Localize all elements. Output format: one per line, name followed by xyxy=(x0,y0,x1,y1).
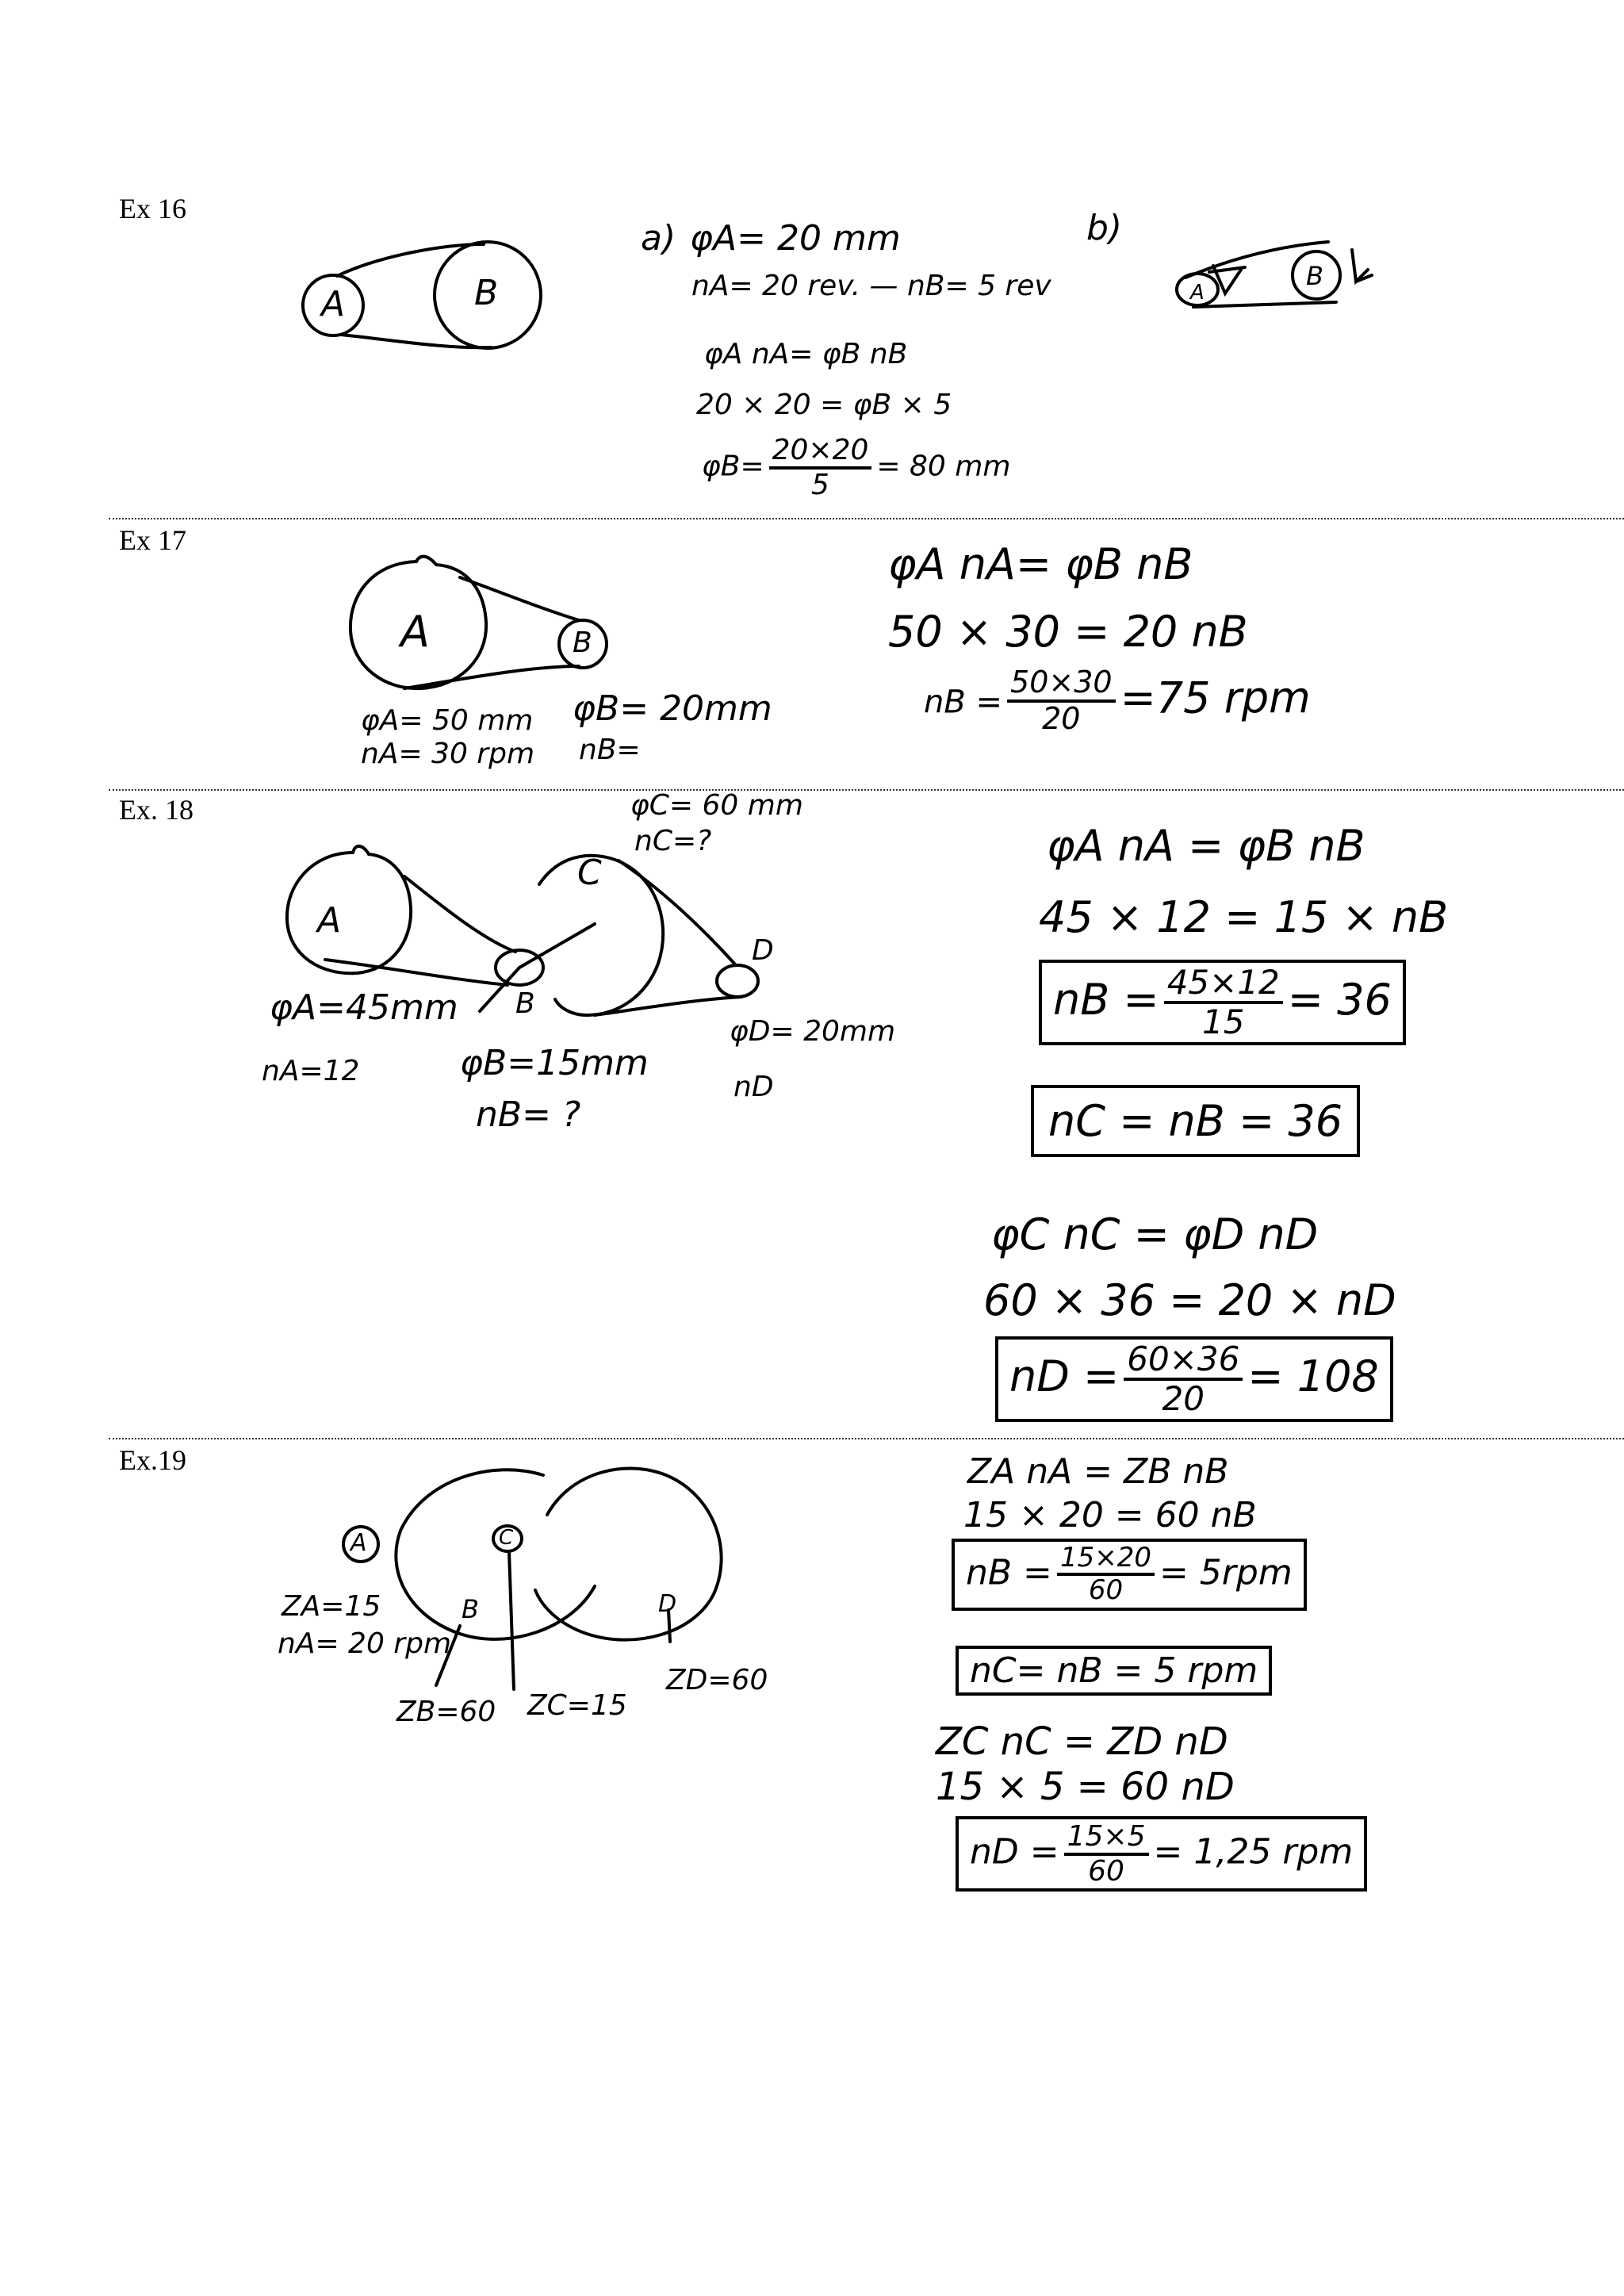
ex19-given-nA: nA= 20 rpm xyxy=(278,1627,452,1660)
ex18-pulley-d-label: D xyxy=(752,934,774,967)
ex16-given-phi: φA= 20 mm xyxy=(690,218,901,259)
separator-ex16-ex17 xyxy=(109,518,1624,519)
ex16-label: Ex 16 xyxy=(119,193,186,224)
ex19-eq6: 15 × 5 = 60 nD xyxy=(936,1765,1235,1809)
ex18-pulley-a-label: A xyxy=(317,900,342,941)
ex17-eq3-rhs: =75 rpm xyxy=(1120,673,1311,723)
ex19-gear-a-label: A xyxy=(350,1529,367,1557)
ex18-pulley-d-circle xyxy=(717,965,758,997)
ex18-eq3-rhs: = 36 xyxy=(1287,974,1392,1025)
ex16-part-a-label: a) xyxy=(641,218,676,259)
ex16-eq3-fraction xyxy=(769,435,872,500)
ex18-given-nD: nD xyxy=(733,1071,774,1103)
svg-text:A: A xyxy=(1190,281,1205,305)
ex17-eq2: 50 × 30 = 20 nB xyxy=(888,607,1248,657)
ex16-pulley-a-label: A xyxy=(321,284,346,324)
ex17-given-nA: nA= 30 rpm xyxy=(361,738,535,770)
ex19-eq3-lhs: nB = xyxy=(966,1552,1052,1593)
svg-text:B: B xyxy=(1306,261,1323,291)
ex19-gear-c-label: C xyxy=(499,1526,514,1550)
ex18-given-phiC: φC= 60 mm xyxy=(630,789,803,822)
ex18-eq7-box xyxy=(995,1336,1393,1422)
ex16-eq3-rhs: = 80 mm xyxy=(876,450,1011,483)
ex18-eq3-denominator: 15 xyxy=(1202,1002,1245,1042)
ex18-belt-cd-top xyxy=(619,861,736,965)
ex18-pulley-b-label: B xyxy=(515,987,535,1020)
ex17-eq3-denominator: 20 xyxy=(1042,700,1081,736)
ex18-given-phiA: φA=45mm xyxy=(270,987,458,1028)
ex19-gear-d-label: D xyxy=(658,1590,677,1618)
ex19-eq3-numerator: 15×20 xyxy=(1057,1543,1155,1576)
ex19-eq7-rhs: = 1,25 rpm xyxy=(1153,1831,1354,1872)
ex19-given-zA: ZA=15 xyxy=(282,1590,381,1623)
ex18-eq7-fraction xyxy=(1124,1341,1243,1417)
ex18-eq7-denominator: 20 xyxy=(1162,1379,1205,1419)
ex18-given-phiB: φB=15mm xyxy=(460,1043,649,1083)
ex18-given-nA: nA=12 xyxy=(262,1055,360,1087)
ex19-gear-b-label: B xyxy=(462,1594,479,1624)
ex18-given-nC: nC=? xyxy=(634,825,712,857)
ex18-eq7-numerator: 60×36 xyxy=(1124,1341,1243,1381)
ex19-eq4-box: nC= nB = 5 rpm xyxy=(956,1646,1272,1696)
ex19-given-zC: ZC=15 xyxy=(527,1689,627,1722)
separator-ex17-ex18 xyxy=(109,789,1624,791)
ex16-eq2: 20 × 20 = φB × 5 xyxy=(696,389,952,421)
ex19-eq3-rhs: = 5rpm xyxy=(1159,1552,1293,1593)
ex18-eq3-fraction xyxy=(1164,964,1283,1041)
ex18-eq4-box: nC = nB = 36 xyxy=(1031,1085,1360,1157)
ex18-eq3-numerator: 45×12 xyxy=(1164,964,1283,1004)
ex17-eq3-numerator: 50×30 xyxy=(1007,666,1116,703)
ex17-eq3-fraction xyxy=(1007,666,1116,736)
ex16-eq1: φA nA= φB nB xyxy=(704,338,908,370)
ex19-eq2: 15 × 20 = 60 nB xyxy=(963,1495,1257,1535)
ex19-given-zB: ZB=60 xyxy=(396,1696,496,1728)
ex19-given-zD: ZD=60 xyxy=(666,1664,768,1696)
ex19-eq7-box xyxy=(956,1816,1367,1892)
ex18-belt-cd-bottom xyxy=(595,997,741,1015)
ex19-label: Ex.19 xyxy=(119,1444,186,1476)
ex19-eq3-box xyxy=(952,1539,1307,1611)
ex18-eq3-lhs: nB = xyxy=(1053,974,1159,1025)
ex17-eq1: φA nA= φB nB xyxy=(888,539,1193,589)
ex18-given-phiD: φD= 20mm xyxy=(730,1015,896,1048)
ex17-label: Ex 17 xyxy=(119,524,186,556)
ex19-eq7-lhs: nD = xyxy=(970,1831,1059,1872)
ex16-eq3-denominator: 5 xyxy=(811,468,829,501)
separator-ex18-ex19 xyxy=(109,1438,1624,1439)
ex18-pulley-a-circle xyxy=(287,846,411,973)
ex18-eq3-box xyxy=(1039,960,1406,1045)
ex17-eq3-lhs: nB = xyxy=(924,684,1003,721)
ex18-eq6: 60 × 36 = 20 × nD xyxy=(983,1275,1396,1325)
ex19-gear-b-circle xyxy=(396,1470,595,1639)
ex19-eq7-fraction xyxy=(1064,1821,1149,1887)
ex18-eq7-lhs: nD = xyxy=(1009,1351,1120,1401)
ex17-given-phiA: φA= 50 mm xyxy=(361,704,534,737)
ex18-given-nB: nB= ? xyxy=(476,1094,581,1135)
ex19-gear-d-circle xyxy=(535,1469,722,1640)
ex16-part-b-rotation-sketch xyxy=(1170,234,1392,321)
ex16-given-n: nA= 20 rev. — nB= 5 rev xyxy=(691,270,1051,302)
ex17-given-nB: nB= xyxy=(579,734,641,766)
ex18-eq7-rhs: = 108 xyxy=(1247,1351,1379,1401)
ex16-pulley-b-label: B xyxy=(474,273,499,313)
ex16-b-rotation-arrow-b-icon xyxy=(1352,250,1372,282)
ex17-belt-bottom xyxy=(404,666,579,688)
ex19-eq7-denominator: 60 xyxy=(1088,1854,1124,1888)
ex16-eq3-numerator: 20×20 xyxy=(769,435,872,470)
ex16-eq3-lhs: φB= xyxy=(702,450,764,483)
ex16-b-belt-bottom xyxy=(1193,302,1336,307)
ex18-pulley-c-label: C xyxy=(577,853,602,893)
ex18-label: Ex. 18 xyxy=(119,794,193,826)
ex17-given-phiB: φB= 20mm xyxy=(573,688,772,729)
ex18-eq2: 45 × 12 = 15 × nB xyxy=(1039,892,1449,942)
ex19-eq7-numerator: 15×5 xyxy=(1064,1821,1149,1856)
ex16-part-b-label: b) xyxy=(1086,208,1123,248)
ex19-eq1: ZA nA = ZB nB xyxy=(967,1451,1229,1492)
ex17-pulley-b-label: B xyxy=(573,627,592,659)
ex17-belt-top xyxy=(460,577,579,620)
ex19-eq5: ZC nC = ZD nD xyxy=(936,1719,1228,1764)
ex16-eq3 xyxy=(702,435,1010,500)
ex19-eq3-denominator: 60 xyxy=(1088,1574,1124,1607)
ex19-leader-c xyxy=(509,1552,514,1689)
ex18-eq1: φA nA = φB nB xyxy=(1047,821,1365,871)
ex18-belt-ab-top xyxy=(404,876,515,952)
ex17-pulley-a-label: A xyxy=(400,607,430,657)
ex18-eq5: φC nC = φD nD xyxy=(991,1209,1319,1259)
ex19-eq3-fraction xyxy=(1057,1543,1155,1606)
ex17-eq3 xyxy=(924,666,1311,736)
